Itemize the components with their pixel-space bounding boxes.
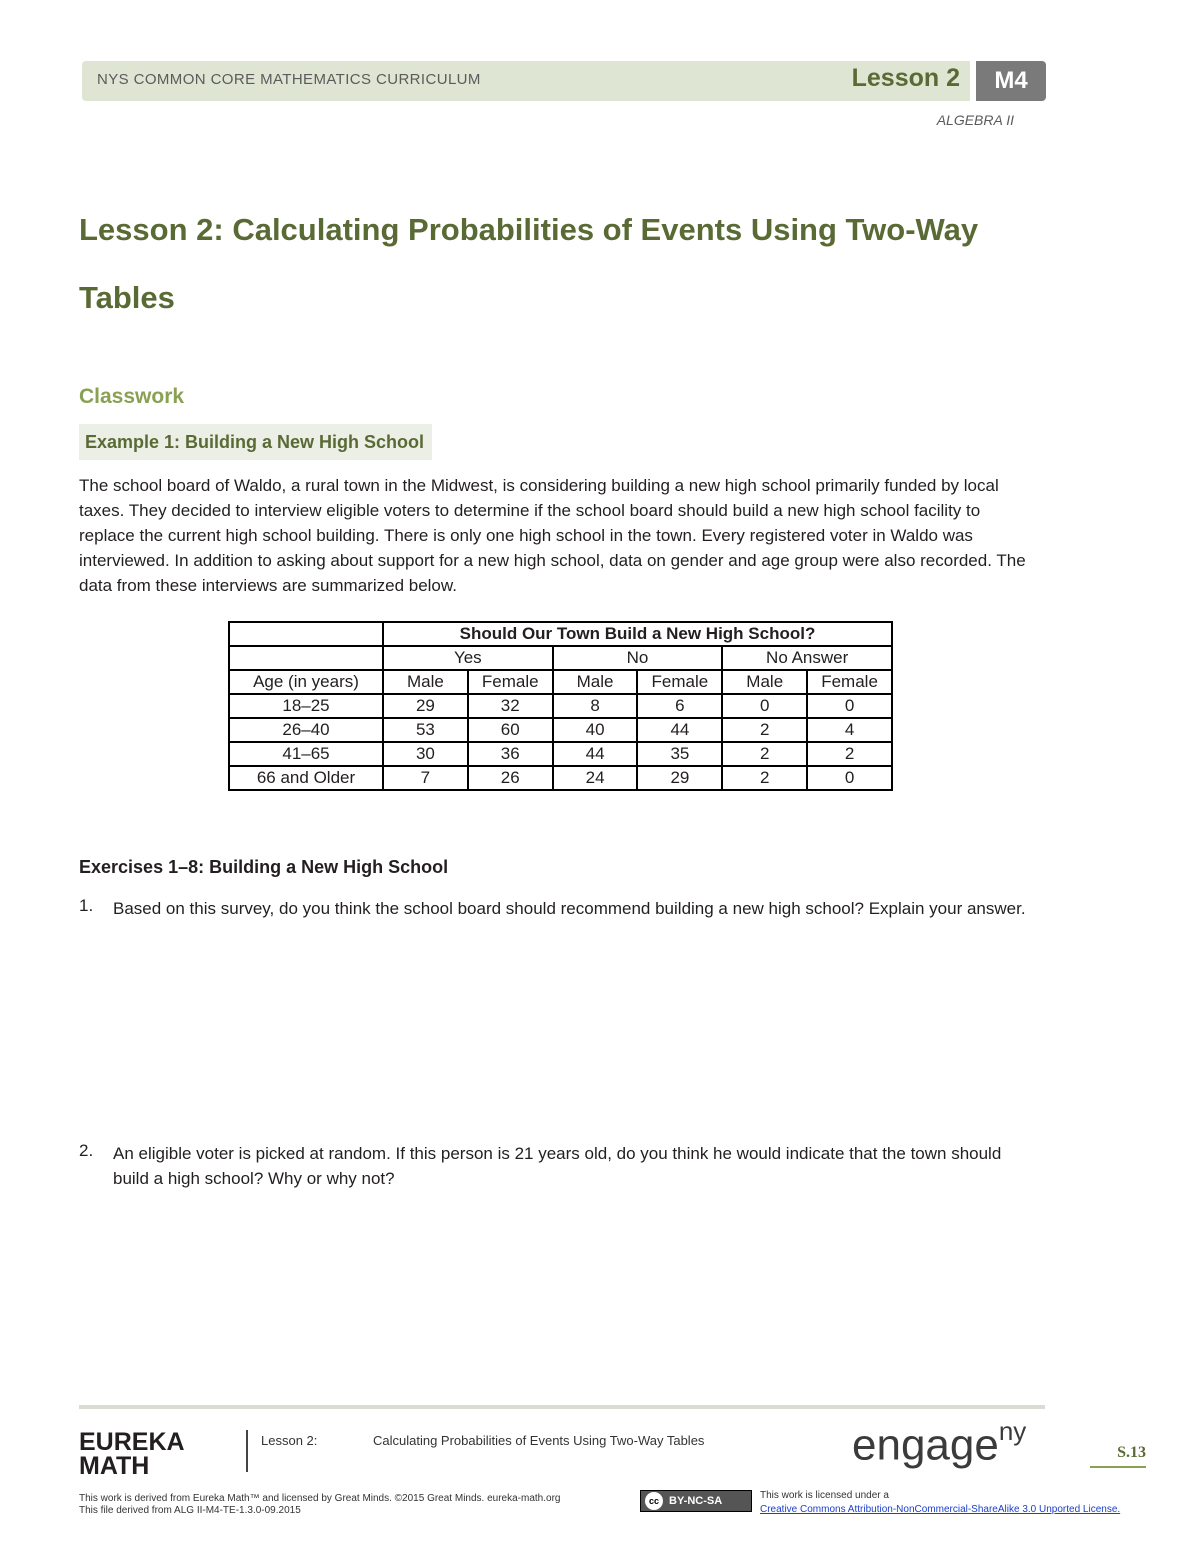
value-cell: 2 [807, 742, 892, 766]
ny-superscript: ny [998, 1416, 1027, 1446]
value-cell: 4 [807, 718, 892, 742]
table-empty-cell [229, 646, 383, 670]
answer-no-header: No [553, 646, 723, 670]
lesson-label: Lesson 2 [851, 64, 960, 92]
example-heading: Example 1: Building a New High School [79, 424, 432, 460]
question-1-text: Based on this survey, do you think the school board should recommend building a new high school? Explain your answer. [113, 899, 1026, 918]
question-1-number: 1. [79, 896, 94, 915]
question-2-number: 2. [79, 1141, 94, 1160]
cc-license-badge[interactable] [640, 1490, 752, 1512]
age-cell: 66 and Older [229, 766, 383, 790]
logo-line-2: MATH [79, 1452, 150, 1480]
male-header: Male [722, 670, 807, 694]
exercises-heading: Exercises 1–8: Building a New High School [79, 857, 449, 877]
cc-icon: cc [645, 1492, 663, 1510]
value-cell: 2 [722, 742, 807, 766]
cc-badge-label: BY-NC-SA [669, 1495, 723, 1507]
table-question-header: Should Our Town Build a New High School? [383, 622, 892, 646]
value-cell: 24 [553, 766, 638, 790]
table-row [229, 742, 892, 766]
license-line-1: This work is licensed under a [760, 1490, 889, 1501]
engage-word: engage [852, 1420, 999, 1470]
value-cell: 26 [468, 766, 553, 790]
answer-none-header: No Answer [722, 646, 892, 670]
female-header: Female [807, 670, 892, 694]
table-gender-row [229, 670, 892, 694]
logo-line-1: EUREKA [79, 1428, 185, 1456]
footer-lesson-title: Calculating Probabilities of Events Using Two-Way Tables [373, 1433, 705, 1448]
value-cell: 6 [637, 694, 722, 718]
footer-rule [79, 1405, 1045, 1409]
value-cell: 40 [553, 718, 638, 742]
table-row [229, 718, 892, 742]
value-cell: 35 [637, 742, 722, 766]
value-cell: 44 [553, 742, 638, 766]
female-header: Female [468, 670, 553, 694]
eureka-math-logo [79, 1430, 185, 1478]
female-header: Female [637, 670, 722, 694]
module-badge: M4 [976, 61, 1046, 101]
male-header: Male [383, 670, 468, 694]
value-cell: 29 [383, 694, 468, 718]
table-header-row [229, 622, 892, 646]
value-cell: 8 [553, 694, 638, 718]
table-answer-row [229, 646, 892, 670]
value-cell: 0 [807, 766, 892, 790]
license-link[interactable]: Creative Commons Attribution-NonCommercial-ShareAlike 3.0 Unported License. [760, 1504, 1121, 1515]
curriculum-label: NYS COMMON CORE MATHEMATICS CURRICULUM [97, 71, 481, 88]
value-cell: 60 [468, 718, 553, 742]
value-cell: 32 [468, 694, 553, 718]
table-row [229, 694, 892, 718]
age-cell: 18–25 [229, 694, 383, 718]
value-cell: 0 [722, 694, 807, 718]
page-number: S.13 [1090, 1444, 1146, 1468]
credit-line-2: This file derived from ALG II-M4-TE-1.3.0-09.2015 [79, 1505, 301, 1516]
age-column-header: Age (in years) [229, 670, 383, 694]
value-cell: 36 [468, 742, 553, 766]
footer-divider [246, 1430, 248, 1472]
license-notice [760, 1489, 1120, 1517]
course-label: ALGEBRA II [936, 112, 1014, 128]
value-cell: 2 [722, 766, 807, 790]
value-cell: 7 [383, 766, 468, 790]
male-header: Male [553, 670, 638, 694]
classwork-heading: Classwork [79, 385, 185, 408]
value-cell: 29 [637, 766, 722, 790]
question-2-text: An eligible voter is picked at random. If this person is 21 years old, do you think he would indicate that the town should build a high school? Why or why not? [113, 1144, 1002, 1188]
page-title-line-1: Lesson 2: Calculating Probabilities of Events Using Two-Way [79, 212, 979, 247]
survey-table [228, 621, 893, 791]
page-title-line-2: Tables [79, 280, 175, 315]
age-cell: 41–65 [229, 742, 383, 766]
age-cell: 26–40 [229, 718, 383, 742]
value-cell: 2 [722, 718, 807, 742]
answer-yes-header: Yes [383, 646, 553, 670]
engageny-logo [852, 1416, 1027, 1471]
value-cell: 30 [383, 742, 468, 766]
credit-line-1: This work is derived from Eureka Math™ and licensed by Great Minds. ©2015 Great Minds. eureka-math.org [79, 1493, 561, 1504]
value-cell: 0 [807, 694, 892, 718]
value-cell: 53 [383, 718, 468, 742]
value-cell: 44 [637, 718, 722, 742]
footer-credit [79, 1493, 560, 1517]
footer-lesson-label: Lesson 2: [261, 1433, 318, 1448]
table-row [229, 766, 892, 790]
intro-paragraph: The school board of Waldo, a rural town in the Midwest, is considering building a new high school primarily funded by local taxes. They decided to interview eligible voters to determine if the school board should build a new high school facility to replace the current high school building. There is only one high school in the town. Every registered voter in Waldo was interviewed. In addition to asking about support for a new high school, data on gender and age group were also recorded. The data from these interviews are summarized below. [79, 476, 1026, 595]
table-corner-cell [229, 622, 383, 646]
